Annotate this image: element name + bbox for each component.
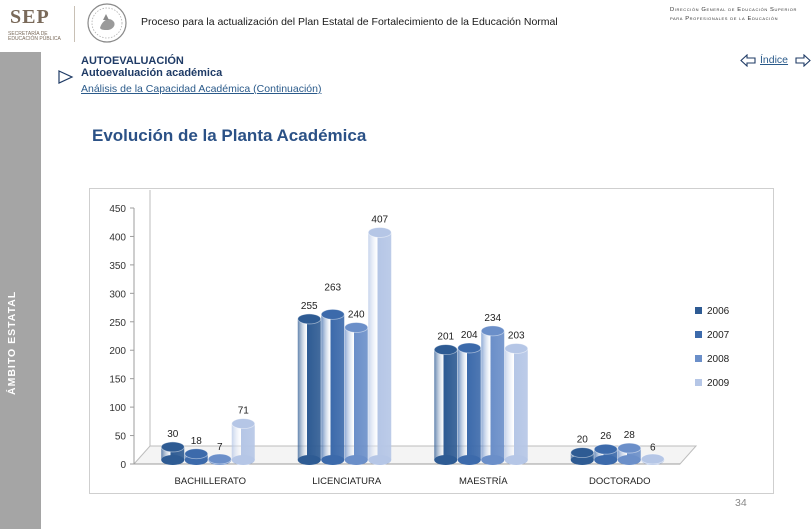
header-title: Proceso para la actualización del Plan Estatal de Fortalecimiento de la Educación Normal <box>141 16 558 28</box>
y-tick-label: 150 <box>109 374 126 386</box>
data-label: 263 <box>324 282 342 294</box>
index-nav <box>740 53 812 69</box>
data-label: 240 <box>347 309 365 321</box>
bar-base <box>345 455 368 465</box>
bar-body <box>232 424 255 460</box>
bar-maestría-2007 <box>458 343 481 465</box>
bar-base <box>232 455 255 465</box>
bar-base <box>368 455 391 465</box>
bar-top <box>641 454 664 464</box>
y-tick-label: 50 <box>114 431 126 443</box>
logo-divider <box>74 6 75 42</box>
next-arrow-icon[interactable] <box>795 54 811 67</box>
data-label: 407 <box>371 214 389 226</box>
bar-base <box>505 455 528 465</box>
legend-label: 2007 <box>707 330 730 341</box>
bar-licenciatura-2008 <box>345 322 368 465</box>
legend-swatch <box>695 307 702 314</box>
bar-top <box>232 419 255 429</box>
data-label: 18 <box>190 435 202 447</box>
legend-label: 2009 <box>707 378 730 389</box>
bar-doctorado-2007 <box>594 444 617 465</box>
data-label: 203 <box>507 330 525 342</box>
legend-swatch <box>695 355 702 362</box>
bar-top <box>481 326 504 336</box>
bar-bachillerato-2007 <box>185 449 208 465</box>
data-label: 26 <box>600 431 612 443</box>
bar-base <box>594 455 617 465</box>
sep-logo <box>6 6 72 44</box>
capacity-analysis-link[interactable]: Análisis de la Capacidad Académica (Continuación) <box>81 83 322 95</box>
bar-maestría-2006 <box>434 345 457 465</box>
bar-doctorado-2008 <box>618 443 641 465</box>
category-label: BACHILLERATO <box>174 476 246 487</box>
category-label: MAESTRÍA <box>458 476 508 487</box>
data-label: 204 <box>460 329 478 341</box>
bar-body <box>481 331 504 460</box>
y-tick-label: 300 <box>109 289 126 301</box>
bar-body <box>458 348 481 460</box>
bar-base <box>481 455 504 465</box>
y-tick-label: 0 <box>120 460 126 471</box>
page-number: 34 <box>735 497 747 509</box>
header-department: Dirección General de Educación Superior para Profesionales de la Educación <box>670 7 797 22</box>
bar-top <box>185 449 208 459</box>
bar-body <box>321 314 344 460</box>
sidebar-label: ÁMBITO ESTATAL <box>6 290 18 395</box>
section-subtitle: Autoevaluación académica <box>81 67 223 79</box>
y-tick-label: 350 <box>109 260 126 272</box>
bar-top <box>458 343 481 353</box>
data-label: 30 <box>167 428 179 440</box>
bar-base <box>618 455 641 465</box>
y-tick-label: 100 <box>109 403 126 415</box>
data-label: 7 <box>216 442 223 454</box>
bar-base <box>434 455 457 465</box>
bar-licenciatura-2006 <box>298 314 321 465</box>
bar-top <box>505 344 528 354</box>
bar-chart <box>90 189 773 493</box>
bar-bachillerato-2009 <box>232 419 255 465</box>
header <box>0 0 812 52</box>
bar-top <box>368 227 391 237</box>
category-label: DOCTORADO <box>588 476 651 487</box>
chart-frame <box>89 188 774 494</box>
data-label: 71 <box>237 405 249 417</box>
sep-logo-subtext: SECRETARÍA DE EDUCACIÓN PÚBLICA <box>8 31 61 42</box>
sidebar <box>0 52 41 529</box>
play-arrow-icon <box>58 70 74 84</box>
bar-top <box>298 314 321 324</box>
bar-maestría-2008 <box>481 326 504 465</box>
data-label: 255 <box>300 300 318 312</box>
legend-label: 2006 <box>707 306 730 317</box>
data-label: 234 <box>484 312 502 324</box>
legend-swatch <box>695 379 702 386</box>
bar-licenciatura-2007 <box>321 309 344 465</box>
y-tick-label: 450 <box>109 204 126 215</box>
data-label: 6 <box>649 442 656 454</box>
bar-top <box>345 322 368 332</box>
data-label: 201 <box>437 331 455 343</box>
data-label: 20 <box>576 434 588 446</box>
bar-bachillerato-2008 <box>208 454 231 465</box>
bar-top <box>618 443 641 453</box>
bar-top <box>161 442 184 452</box>
y-tick-label: 400 <box>109 232 126 244</box>
index-link[interactable]: Índice <box>760 54 789 66</box>
bar-bachillerato-2006 <box>161 442 184 465</box>
chart-title: Evolución de la Planta Académica <box>92 126 367 145</box>
section-title: AUTOEVALUACIÓN <box>81 55 184 67</box>
bar-base <box>161 455 184 465</box>
data-label: 28 <box>623 430 635 442</box>
bar-top <box>321 309 344 319</box>
bar-top <box>571 448 594 458</box>
bar-top <box>434 345 457 355</box>
bar-body <box>345 327 368 460</box>
bar-body <box>505 349 528 460</box>
sep-logo-text: SEP <box>10 6 50 28</box>
bar-doctorado-2009 <box>641 454 664 465</box>
bar-maestría-2009 <box>505 344 528 465</box>
bar-base <box>298 455 321 465</box>
bar-top <box>208 454 231 464</box>
legend-label: 2008 <box>707 354 730 365</box>
previous-arrow-icon[interactable] <box>740 54 756 67</box>
legend-swatch <box>695 331 702 338</box>
bar-doctorado-2006 <box>571 448 594 465</box>
mexico-seal-icon <box>86 2 128 44</box>
y-tick-label: 200 <box>109 346 126 358</box>
bar-base <box>321 455 344 465</box>
category-label: LICENCIATURA <box>312 476 382 487</box>
bar-body <box>434 350 457 460</box>
bar-base <box>458 455 481 465</box>
bar-licenciatura-2009 <box>368 227 391 465</box>
bar-body <box>368 232 391 460</box>
bar-body <box>298 319 321 460</box>
y-tick-label: 250 <box>109 317 126 329</box>
bar-top <box>594 444 617 454</box>
